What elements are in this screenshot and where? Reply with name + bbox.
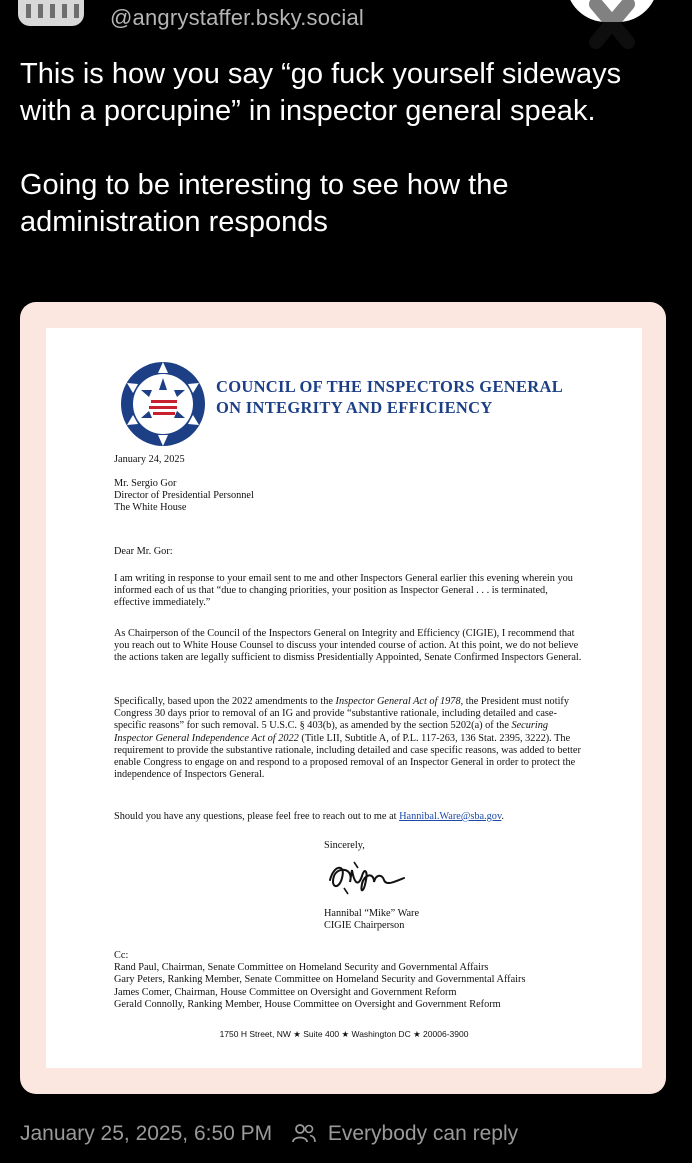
avatar[interactable]	[18, 0, 84, 26]
handwritten-signature	[324, 858, 408, 898]
cc-item: James Comer, Chairman, House Committee on Oversight and Government Reform	[114, 986, 457, 998]
people-icon	[292, 1123, 316, 1143]
recipient-title: Director of Presidential Personnel	[114, 490, 254, 502]
recipient-name: Mr. Sergio Gor	[114, 478, 177, 489]
post-meta	[20, 1122, 518, 1146]
act-citation-1: Inspector General Act of 1978	[335, 696, 461, 707]
close-x-icon	[566, 0, 658, 52]
post-body	[20, 56, 670, 241]
post-text-paragraph-1: This is how you say “go fuck yourself sideways with a porcupine” in inspector general speak.	[20, 58, 622, 127]
reply-setting[interactable]: Everybody can reply	[327, 1122, 519, 1145]
image-attachment[interactable]	[20, 302, 666, 1094]
closing: Sincerely,	[324, 840, 365, 851]
signer-name: Hannibal “Mike” Ware	[324, 908, 420, 919]
letter-date: January 24, 2025	[114, 454, 185, 465]
org-name-line-2: ON INTEGRITY AND EFFICIENCY	[216, 398, 493, 417]
org-name-line-1: COUNCIL OF THE INSPECTORS GENERAL	[216, 377, 564, 396]
paragraph-3-part-a: Specifically, based upon the 2022 amendments to the	[114, 696, 336, 707]
cc-item: Gerald Connolly, Ranking Member, House Committee on Oversight and Government Reform	[114, 998, 501, 1010]
signer-title: CIGIE Chairperson	[324, 920, 405, 932]
cc-list	[114, 950, 554, 1011]
letter-paragraph-3	[114, 696, 584, 781]
post-text-paragraph-2: Going to be interesting to see how the administration responds	[20, 169, 509, 238]
paragraph-4-end: .	[501, 811, 504, 822]
salutation: Dear Mr. Gor:	[114, 546, 173, 557]
letter-paragraph-4	[114, 811, 584, 823]
letterhead-footer-address: 1750 H Street, NW ★ Suite 400 ★ Washington DC ★ 20006-3900	[219, 1029, 469, 1039]
letter-paragraph-1: I am writing in response to your email sent to me and other Inspectors General earlier this evening wherein you informed each of us that “due to changing priorities, your position as Inspector General . . . is terminated, effective immediately.”	[114, 573, 573, 609]
close-button[interactable]	[566, 0, 658, 52]
paragraph-3-part-b: , the President must notify Congress 30 days prior to removal of an IG and provide “substantive rationale, including detailed and case-specific reasons” for such removal. 5 U.S.C. § 403(b), as amended by the section 5202(a) of the	[114, 696, 570, 732]
letter-paragraph-2: As Chairperson of the Council of the Inspectors General on Integrity and Efficiency (CIGIE), I recommend that you reach out to White House Counsel to discuss your intended course of action. At this point, we do not believe the actions taken are legally sufficient to dismiss Presidentially Appointed, Senate Confirmed Inspectors General.	[114, 628, 582, 664]
cc-label: Cc:	[114, 950, 129, 961]
email-link[interactable]: Hannibal.Ware@sba.gov	[399, 811, 502, 822]
paragraph-3-part-c: (Title LII, Subtitle A, of P.L. 117-263, 136 Stat. 2395, 3222). The requirement to provide the substantive rationale, including detailed and case specific reasons, was added to better enable Congress to engage on and respond to a proposed removal of an Inspector General in order to protect the independence of Inspectors General.	[114, 732, 581, 781]
cc-item: Gary Peters, Ranking Member, Senate Committee on Homeland Security and Governmental Affairs	[114, 974, 526, 986]
cc-item: Rand Paul, Chairman, Senate Committee on Homeland Security and Governmental Affairs	[114, 962, 489, 974]
letterhead-org-name	[216, 376, 616, 418]
cigie-seal-icon	[119, 360, 207, 448]
author-handle[interactable]: @angrystaffer.bsky.social	[110, 5, 364, 30]
letter-document	[46, 328, 642, 1068]
post-timestamp[interactable]: January 25, 2025, 6:50 PM	[20, 1122, 273, 1145]
signer-block	[324, 908, 524, 932]
recipient-address	[114, 478, 584, 515]
paragraph-4-text: Should you have any questions, please feel free to reach out to me at	[114, 811, 400, 822]
act-citation-2: Securing Inspector General Independence Act of 2022	[114, 720, 549, 744]
recipient-org: The White House	[114, 502, 187, 514]
post-header	[0, 0, 692, 40]
